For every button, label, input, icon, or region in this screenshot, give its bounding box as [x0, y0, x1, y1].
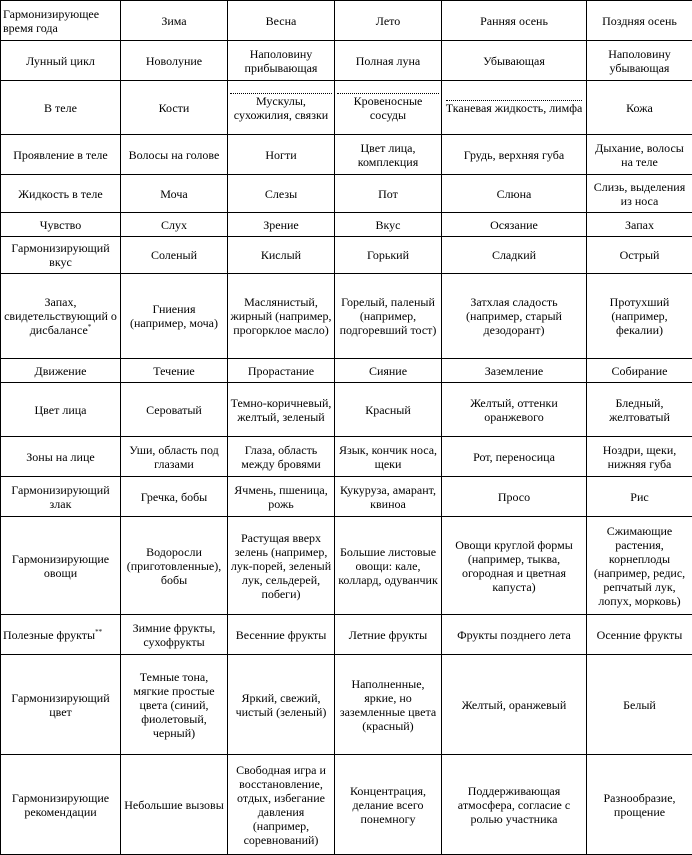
table-cell: Осенние фрукты	[587, 615, 692, 655]
row-label: Зоны на лице	[1, 437, 121, 477]
table-row	[1, 755, 692, 855]
table-cell: Новолуние	[121, 41, 228, 81]
table-cell: Дыхание, волосы на теле	[587, 135, 692, 175]
table-row	[1, 135, 692, 175]
header-cell-early-autumn: Ранняя осень	[442, 1, 587, 41]
footnote-mark: **	[95, 628, 102, 636]
table-cell: Наполовину прибывающая	[228, 41, 335, 81]
table-cell-text: Тканевая жидкость, лимфа	[446, 100, 583, 115]
table-row	[1, 615, 692, 655]
table-cell: Зимние фрукты, сухофрукты	[121, 615, 228, 655]
row-label: Жидкость в теле	[1, 175, 121, 213]
table-cell: Горький	[335, 237, 442, 274]
row-label: В теле	[1, 81, 121, 135]
row-label: Движение	[1, 359, 121, 383]
table-cell: Запах	[587, 213, 692, 237]
row-label: Проявление в теле	[1, 135, 121, 175]
row-label: Лунный цикл	[1, 41, 121, 81]
table-cell: Кислый	[228, 237, 335, 274]
table-cell: Просо	[442, 477, 587, 517]
table-cell: Слух	[121, 213, 228, 237]
header-row	[1, 1, 692, 41]
table-cell: Кукуруза, амарант, квиноа	[335, 477, 442, 517]
table-cell: Течение	[121, 359, 228, 383]
table-cell: Свободная игра и восстановление, отдых, избегание давления (например, соревнований)	[228, 755, 335, 855]
table-cell: Летние фрукты	[335, 615, 442, 655]
row-label: Полезные фрукты**	[1, 615, 121, 655]
table-cell: Ноздри, щеки, нижняя губа	[587, 437, 692, 477]
row-label: Цвет лица	[1, 383, 121, 437]
table-row	[1, 517, 692, 615]
table-cell: Полная луна	[335, 41, 442, 81]
table-cell: Наполовину убывающая	[587, 41, 692, 81]
table-row	[1, 81, 692, 135]
table-cell: Темно-коричневый, желтый, зеленый	[228, 383, 335, 437]
table-cell-text: Мускулы, сухожилия, связки	[230, 93, 332, 122]
header-cell-late-autumn: Поздняя осень	[587, 1, 692, 41]
header-cell-summer: Лето	[335, 1, 442, 41]
table-cell: Зрение	[228, 213, 335, 237]
table-cell: Цвет лица, комплекция	[335, 135, 442, 175]
table-cell: Слюна	[442, 175, 587, 213]
table-cell: Грудь, верхняя губа	[442, 135, 587, 175]
table-cell: Гречка, бобы	[121, 477, 228, 517]
table-cell: Водоросли (приготовленные), бобы	[121, 517, 228, 615]
table-cell: Вкус	[335, 213, 442, 237]
table-cell: Поддерживающая атмосфера, согласие с ролью участника	[442, 755, 587, 855]
table-cell: Наполненные, яркие, но заземленные цвета (красный)	[335, 655, 442, 755]
footnote-mark: *	[88, 323, 92, 331]
table-cell: Гниения (например, моча)	[121, 274, 228, 359]
table-cell: Язык, кончик носа, щеки	[335, 437, 442, 477]
table-cell: Уши, область под глазами	[121, 437, 228, 477]
row-label: Гармонизирующий вкус	[1, 237, 121, 274]
table-cell: Сладкий	[442, 237, 587, 274]
table-cell: Овощи круглой формы (например, тыква, огородная и цветная капуста)	[442, 517, 587, 615]
table-cell: Затхлая сладость (например, старый дезодорант)	[442, 274, 587, 359]
table-cell: Бледный, желтоватый	[587, 383, 692, 437]
table-cell: Небольшие вызовы	[121, 755, 228, 855]
table-row	[1, 655, 692, 755]
table-row	[1, 383, 692, 437]
table-cell	[228, 81, 335, 135]
table-cell: Рис	[587, 477, 692, 517]
table-cell: Ячмень, пшеница, рожь	[228, 477, 335, 517]
table-cell	[335, 81, 442, 135]
table-cell: Кости	[121, 81, 228, 135]
table-cell: Большие листовые овощи: кале, коллард, одуванчик	[335, 517, 442, 615]
row-label: Гармонизирующий злак	[1, 477, 121, 517]
row-label: Гармонизирующие овощи	[1, 517, 121, 615]
header-cell-spring: Весна	[228, 1, 335, 41]
table-cell: Глаза, область между бровями	[228, 437, 335, 477]
table-cell: Осязание	[442, 213, 587, 237]
table-row	[1, 359, 692, 383]
table-cell: Маслянистый, жирный (например, прогорклое масло)	[228, 274, 335, 359]
table-cell: Растущая вверх зелень (например, лук-порей, зеленый лук, сельдерей, побеги)	[228, 517, 335, 615]
table-cell: Рот, переносица	[442, 437, 587, 477]
table-cell: Слезы	[228, 175, 335, 213]
table-cell: Ногти	[228, 135, 335, 175]
table-row	[1, 237, 692, 274]
table-cell: Фрукты позднего лета	[442, 615, 587, 655]
table-cell	[442, 81, 587, 135]
table-row	[1, 477, 692, 517]
table-cell: Убывающая	[442, 41, 587, 81]
table-cell: Горелый, паленый (например, подгоревший тост)	[335, 274, 442, 359]
table-cell: Весенние фрукты	[228, 615, 335, 655]
table-cell: Яркий, свежий, чистый (зеленый)	[228, 655, 335, 755]
table-cell: Протухший (например, фекалии)	[587, 274, 692, 359]
table-cell: Разнообразие, прощение	[587, 755, 692, 855]
table-cell: Концентрация, делание всего понемногу	[335, 755, 442, 855]
table-row	[1, 437, 692, 477]
table-cell: Моча	[121, 175, 228, 213]
table-cell: Белый	[587, 655, 692, 755]
table-cell: Темные тона, мягкие простые цвета (синий, фиолетовый, черный)	[121, 655, 228, 755]
table-cell: Сероватый	[121, 383, 228, 437]
table-cell: Желтый, оранжевый	[442, 655, 587, 755]
header-cell-season: Гармонизирующее время года	[1, 1, 121, 41]
table-cell: Желтый, оттенки оранжевого	[442, 383, 587, 437]
table-cell: Собирание	[587, 359, 692, 383]
table-row	[1, 274, 692, 359]
table-row	[1, 41, 692, 81]
table-cell: Острый	[587, 237, 692, 274]
table-row	[1, 175, 692, 213]
table-cell: Прорастание	[228, 359, 335, 383]
row-label: Гармонизирующие рекомендации	[1, 755, 121, 855]
table-cell-text: Кровеносные сосуды	[337, 93, 439, 122]
table-row	[1, 213, 692, 237]
row-label: Запах, свидетельствующий о дисбалансе*	[1, 274, 121, 359]
row-label: Чувство	[1, 213, 121, 237]
table-cell: Заземление	[442, 359, 587, 383]
table-cell: Волосы на голове	[121, 135, 228, 175]
row-label: Гармонизирующий цвет	[1, 655, 121, 755]
table-cell: Сияние	[335, 359, 442, 383]
table-cell: Кожа	[587, 81, 692, 135]
table-cell: Сжимающие растения, корнеплоды (например, редис, репчатый лук, лопух, морковь)	[587, 517, 692, 615]
table-cell: Красный	[335, 383, 442, 437]
table-cell: Соленый	[121, 237, 228, 274]
table-cell: Пот	[335, 175, 442, 213]
table-cell: Слизь, выделения из носа	[587, 175, 692, 213]
header-cell-winter: Зима	[121, 1, 228, 41]
